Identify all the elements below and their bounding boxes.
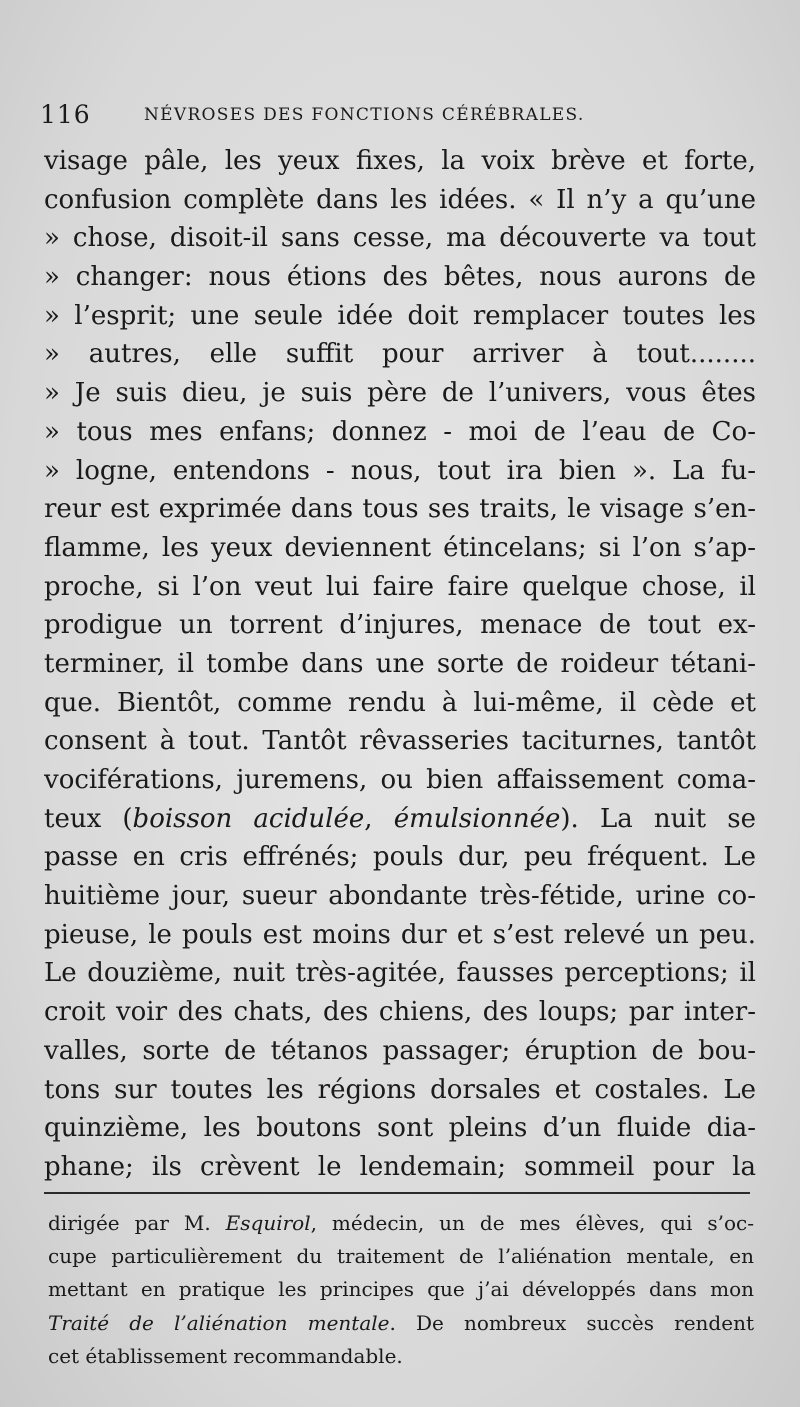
body-line: » changer: nous étions des bêtes, nous aurons de <box>44 262 756 293</box>
body-line-with-italic: teux (boisson acidulée, émulsionnée). La nuit se <box>44 803 756 834</box>
body-line: confusion complète dans les idées. « Il n’y a qu’une <box>44 184 756 215</box>
footnote-line: cupe particulièrement du traitement de l’aliénation mentale, en <box>48 1244 754 1269</box>
italic-text: émulsionnée <box>393 803 561 834</box>
body-line: » logne, entendons - nous, tout ira bien ». La fu- <box>44 455 756 486</box>
body-line: vociférations, juremens, ou bien affaissement coma- <box>44 765 756 795</box>
body-line: consent à tout. Tantôt rêvasseries taciturnes, tantôt <box>44 726 756 757</box>
body-text <box>44 142 756 1187</box>
body-line: croit voir des chats, des chiens, des loups; par inter- <box>44 997 756 1028</box>
footnote-line: Traité de l’aliénation mentale. De nombreux succès rendent <box>48 1310 754 1335</box>
body-line: » Je suis dieu, je suis père de l’univers, vous êtes <box>44 378 756 409</box>
footnote-rule <box>44 1192 750 1194</box>
body-line: phane; ils crèvent le lendemain; sommeil pour la <box>44 1151 756 1182</box>
body-line: visage pâle, les yeux fixes, la voix brève et forte, <box>44 146 756 176</box>
footnote <box>48 1207 754 1373</box>
body-line: valles, sorte de tétanos passager; éruption de bou- <box>44 1035 756 1066</box>
body-line: reur est exprimée dans tous ses traits, le visage s’en- <box>44 494 756 525</box>
body-line: terminer, il tombe dans une sorte de roideur tétani- <box>44 648 756 679</box>
body-line: Le douzième, nuit très-agitée, fausses perceptions; il <box>44 958 756 989</box>
body-line: » autres, elle suffit pour arriver à tout........ <box>44 339 756 370</box>
body-line: » tous mes enfans; donnez - moi de l’eau de Co- <box>44 416 756 447</box>
italic-text: boisson acidulée <box>132 803 365 834</box>
italic-text: Esquirol <box>225 1211 311 1235</box>
footnote-line: mettant en pratique les principes que j’ai développés dans mon <box>48 1277 754 1302</box>
body-line: tons sur toutes les régions dorsales et costales. Le <box>44 1074 756 1105</box>
italic-text: Traité de l’aliénation mentale <box>48 1310 390 1335</box>
body-line: passe en cris effrénés; pouls dur, peu fréquent. Le <box>44 842 756 873</box>
body-line: » chose, disoit-il sans cesse, ma découverte va tout <box>44 223 756 254</box>
body-line: » l’esprit; une seule idée doit remplacer toutes les <box>44 300 756 331</box>
footnote-line: dirigée par M. Esquirol, médecin, un de mes élèves, qui s’oc- <box>48 1211 754 1235</box>
body-line: flamme, les yeux deviennent étincelans; si l’on s’ap- <box>44 532 756 563</box>
body-line: prodigue un torrent d’injures, menace de tout ex- <box>44 610 756 641</box>
body-line: proche, si l’on veut lui faire faire quelque chose, il <box>44 571 756 602</box>
body-line: huitième jour, sueur abondante très-fétide, urine co- <box>44 881 756 912</box>
body-line: que. Bientôt, comme rendu à lui-même, il cède et <box>44 687 756 718</box>
running-head: NÉVROSES DES FONCTIONS CÉRÉBRALES. <box>144 105 585 125</box>
page-number: 116 <box>40 100 91 129</box>
page-header <box>40 100 760 134</box>
body-line: quinzième, les boutons sont pleins d’un fluide dia- <box>44 1113 756 1144</box>
footnote-line: cet établissement recommandable. <box>48 1343 403 1368</box>
body-line: pieuse, le pouls est moins dur et s’est relevé un peu. <box>44 919 756 950</box>
